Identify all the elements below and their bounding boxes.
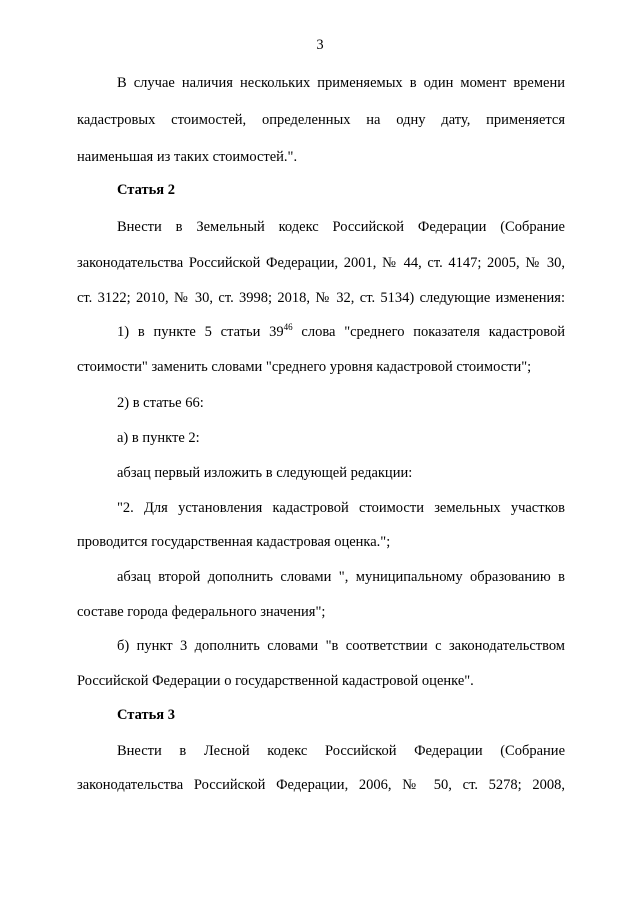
- paragraph-line: законодательства Российской Федерации, 2001, № 44, ст. 4147; 2005, № 30,: [77, 255, 565, 271]
- paragraph-line: "2. Для установления кадастровой стоимости земельных участков: [117, 500, 565, 516]
- superscript: 46: [283, 322, 293, 332]
- text-fragment: слова "среднего показателя кадастровой: [292, 324, 565, 340]
- paragraph-line: стоимости" заменить словами "среднего уровня кадастровой стоимости";: [77, 359, 532, 375]
- paragraph-line: Внести в Лесной кодекс Российской Федерации (Собрание: [117, 743, 565, 759]
- paragraph-line: законодательства Российской Федерации, 2006, № 50, ст. 5278; 2008,: [77, 777, 565, 793]
- paragraph-line: абзац второй дополнить словами ", муниципальному образованию в: [117, 569, 565, 585]
- article-heading: Статья 3: [117, 707, 175, 723]
- paragraph-line: кадастровых стоимостей, определенных на одну дату, применяется: [77, 112, 565, 128]
- paragraph-line: составе города федерального значения";: [77, 604, 326, 620]
- paragraph-line: б) пункт 3 дополнить словами "в соответствии с законодательством: [117, 638, 565, 654]
- paragraph-line: [117, 323, 565, 341]
- paragraph-line: наименьшая из таких стоимостей.".: [77, 149, 298, 165]
- paragraph-line: 2) в статье 66:: [117, 395, 204, 411]
- paragraph-line: а) в пункте 2:: [117, 430, 200, 446]
- page-number: 3: [316, 37, 324, 53]
- paragraph-line: Внести в Земельный кодекс Российской Федерации (Собрание: [117, 219, 565, 235]
- paragraph-line: Российской Федерации о государственной кадастровой оценке".: [77, 673, 474, 689]
- article-heading: Статья 2: [117, 182, 175, 198]
- text-fragment: 1) в пункте 5 статьи 39: [117, 324, 284, 340]
- paragraph-line: абзац первый изложить в следующей редакции:: [117, 465, 413, 481]
- paragraph-line: проводится государственная кадастровая оценка.";: [77, 534, 391, 550]
- paragraph-line: ст. 3122; 2010, № 30, ст. 3998; 2018, № 32, ст. 5134) следующие изменения:: [77, 290, 565, 306]
- paragraph-line: В случае наличия нескольких применяемых в один момент времени: [117, 75, 565, 91]
